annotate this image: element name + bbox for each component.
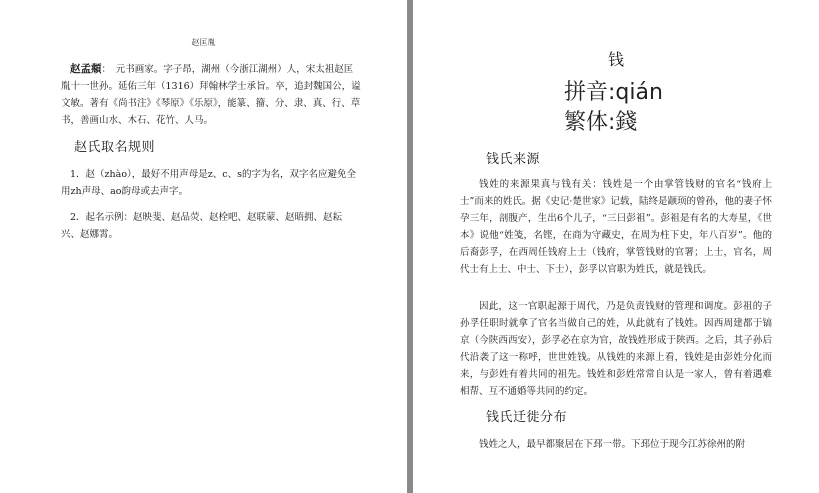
migration-heading: 钱氏迁徙分布: [486, 410, 568, 425]
origin-heading: 钱氏来源: [486, 152, 541, 167]
naming-rule-item: 2．起名示例：赵映斐、赵品荧、赵栓吧、赵联蒙、赵晤拥、赵耘兴、赵娜霄。: [61, 212, 343, 240]
origin-paragraph: 因此，这一官职起源于周代，乃是负责钱财的管理和调度。彭祖的子孙孚任职时就拿了官名当做自己的姓，从此就有了钱姓。因西周建都于镐京（今陕西西安），彭孚必在京为官，故钱姓形成于陕西。之后，其子孙后代沿袭了这一称呼，世世姓钱。从钱姓的来源上看，钱姓是由彭姓分化而来，与彭姓有着共同的祖先。钱姓和彭姓常常自认是一家人，曾有着遇难相帮、互不通婚等共同的约定。: [460, 301, 772, 397]
bio-name: 赵孟頫: [70, 63, 102, 75]
bio-paragraph: [61, 61, 361, 129]
surname-character: 钱: [607, 50, 624, 69]
bio-text: ： 元书画家。字子昂，湖州（今浙江湖州）人，宋太祖赵匡胤十一世孙。延佑三年（1316）拜翰林学士承旨。卒，追封魏国公，谥文敏。著有《尚书注》《琴原》《乐原》，能篆、籀、分、隶、真、行、草书，善画山水、木石、花竹、人马。: [61, 64, 361, 126]
page-header: 赵匡胤: [191, 38, 216, 47]
migration-paragraph: 钱姓之人，最早都聚居在下邳一带。下邳位于现今江苏徐州的附: [479, 439, 746, 450]
naming-rule-item: 1．赵（zhào），最好不用声母是z、c、s的字为名，双字名应避免全用zh声母、ao韵母或去声字。: [61, 169, 357, 197]
left-page: [0, 0, 407, 493]
right-page: [413, 0, 819, 493]
traditional-line: 繁体:錢: [564, 110, 638, 135]
naming-rules-heading: 赵氏取名规则: [74, 140, 156, 155]
origin-paragraph: 钱姓的来源果真与钱有关：钱姓是一个由掌管钱财的官名“钱府上士”而来的姓氏。据《史记·楚世家》记载，陆终是颛顼的曾孙，他的妻子怀孕三年，剖腹产，生出6个儿子，“三曰彭祖”。彭祖是有名的大寿星，《世本》说他“姓笺，名铿，在商为守藏史，在周为柱下史，年八百岁”。他的后裔彭孚，在西周任钱府上士（钱府，掌管钱财的官署；上士，官名，周代士有上士、中士、下士），彭孚以官职为姓氏，就是钱氏。: [460, 179, 772, 275]
pinyin-line: 拼音:qián: [564, 80, 663, 105]
